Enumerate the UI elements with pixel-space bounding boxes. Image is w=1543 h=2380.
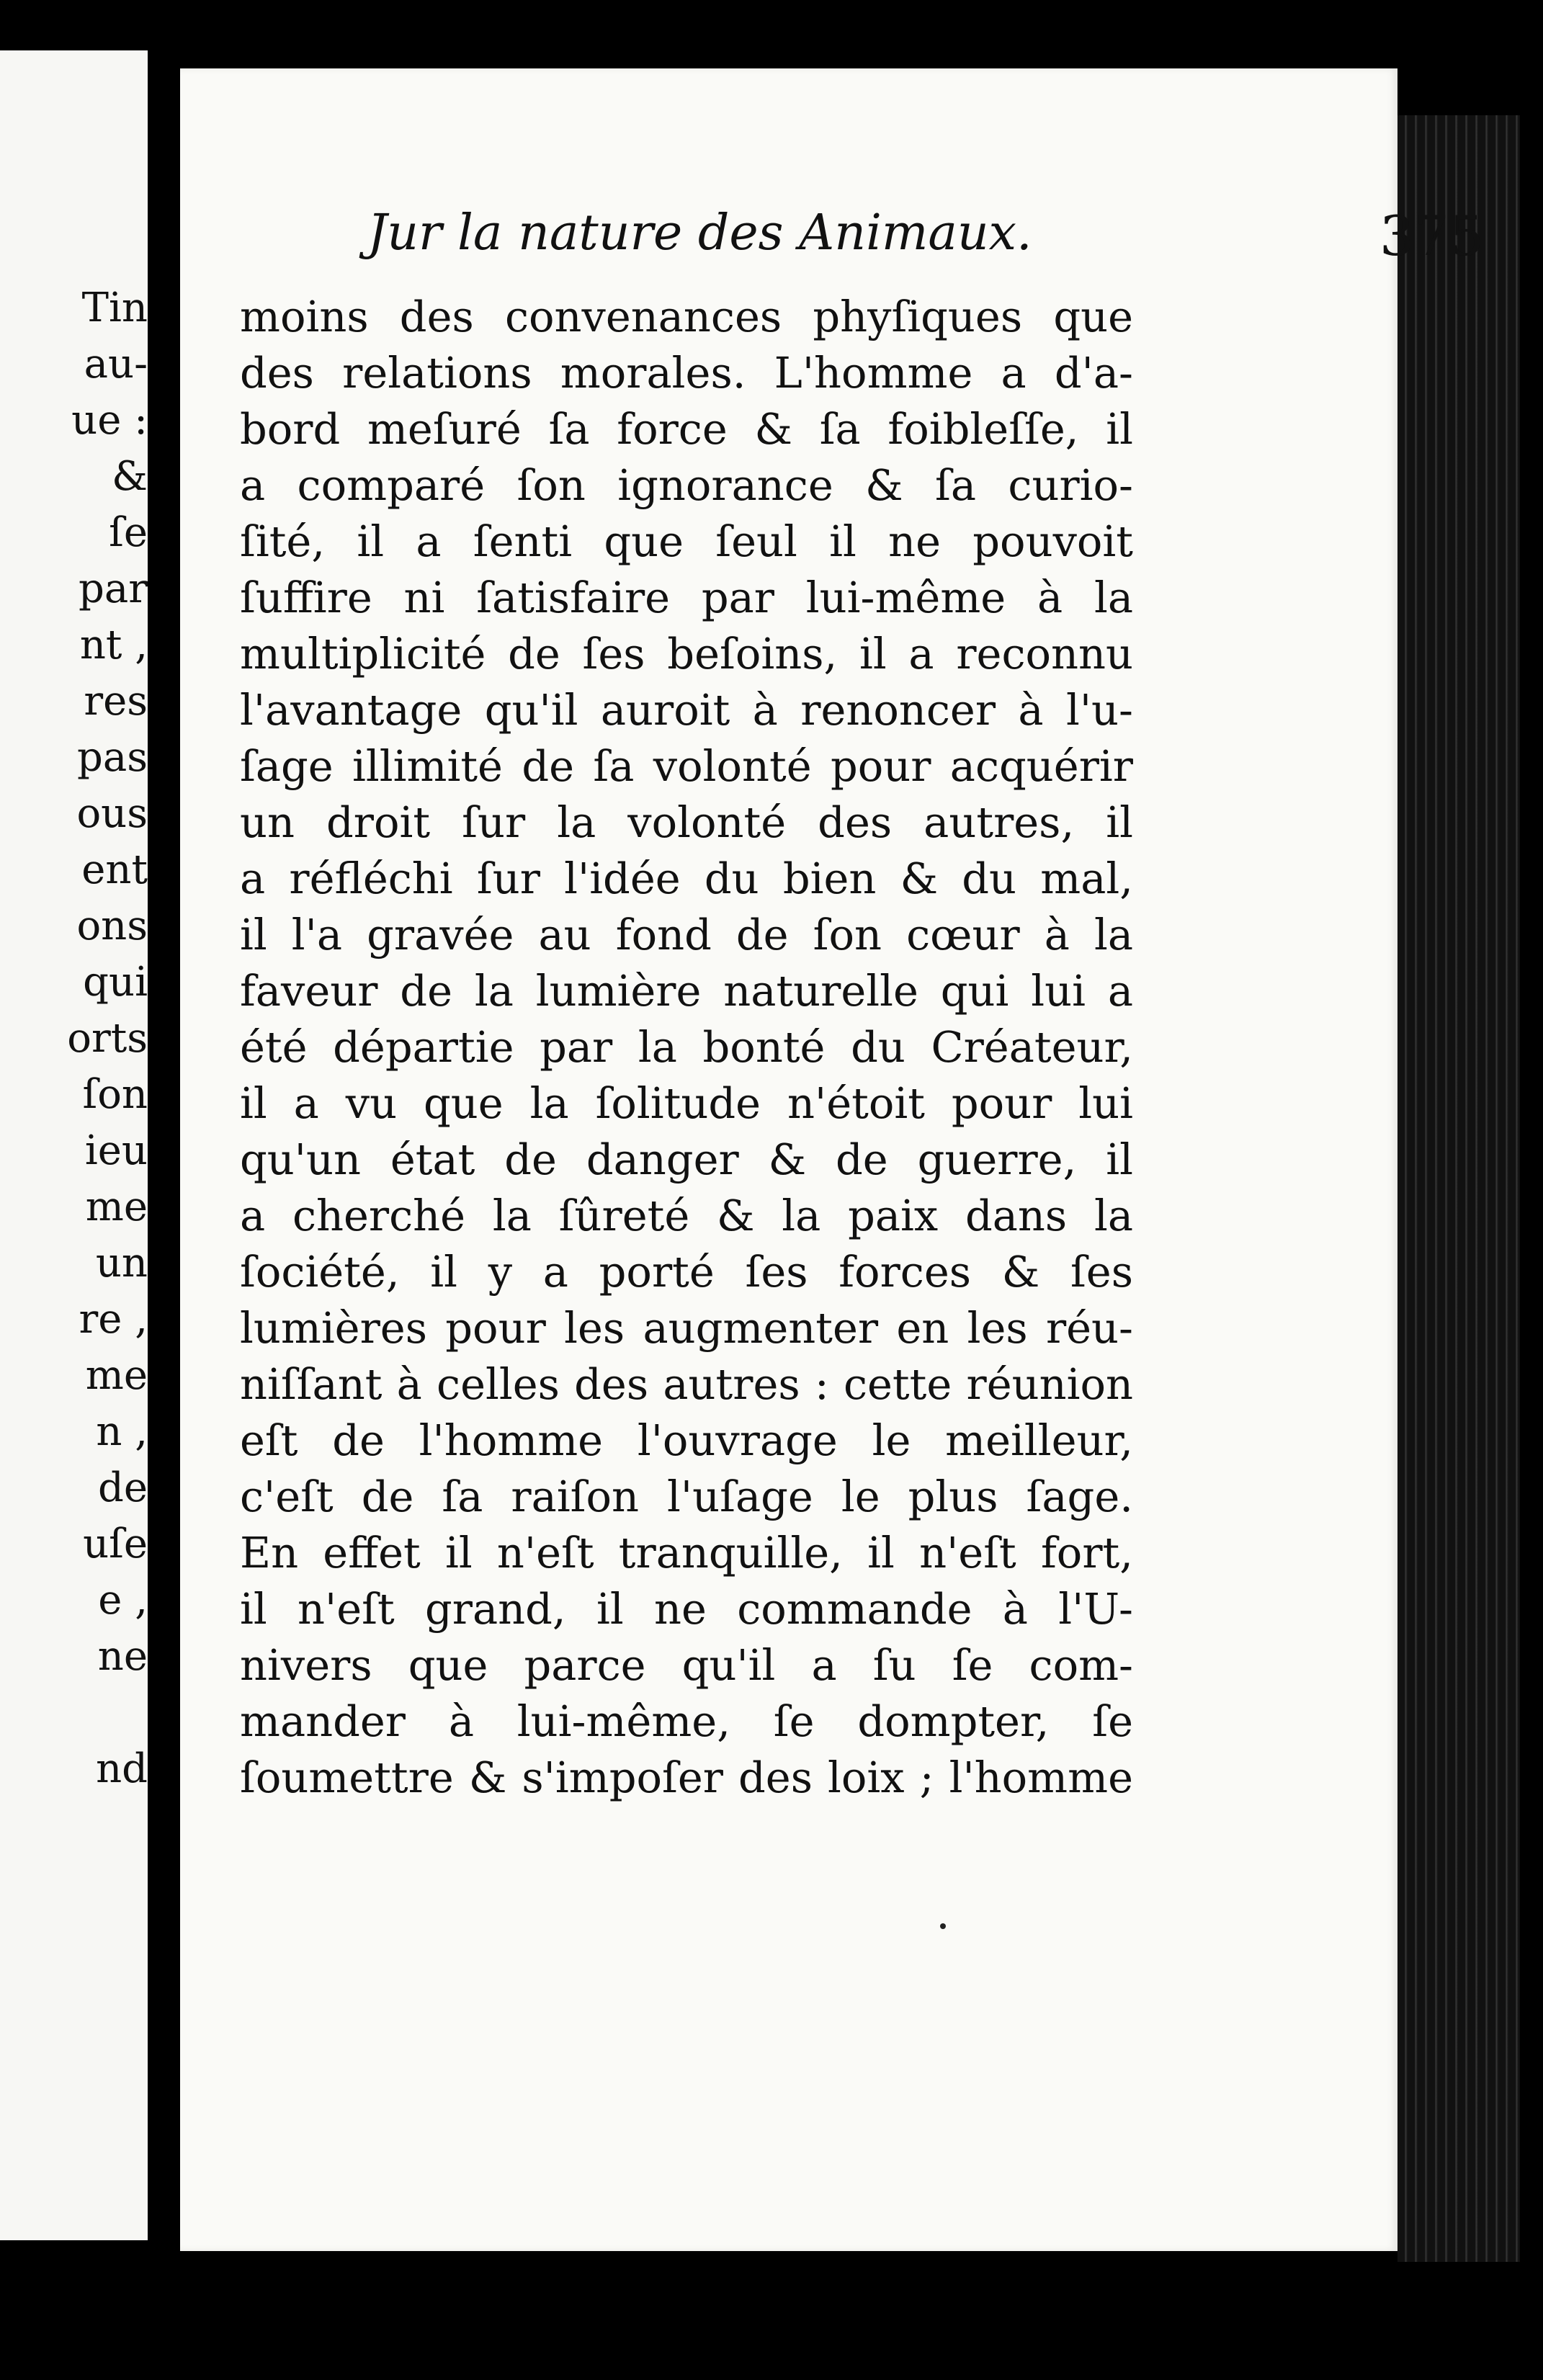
left-page-fragment: re , [79,1296,148,1343]
left-page [0,50,148,2240]
body-line: il a vu que la ſolitude n'étoit pour lui [240,1078,1133,1128]
body-line: ſage illimité de ſa volonté pour acquérir [240,741,1133,791]
left-page-fragment: ſe [109,509,148,556]
body-line: ſité, il a ſenti que ſeul il ne pouvoit [240,516,1133,566]
page-number: 375 [1379,204,1485,268]
left-page-fragment: me [85,1184,148,1230]
body-line: un droit ſur la volonté des autres, il [240,797,1133,847]
left-page-fragment: Tin [81,285,148,331]
body-line: nivers que parce qu'il a ſu ſe com- [240,1640,1133,1690]
body-line: multiplicité de ſes beſoins, il a reconnu [240,629,1133,679]
body-line: il n'eſt grand, il ne commande à l'U- [240,1584,1133,1634]
left-page-fragment: de [98,1464,148,1511]
body-line: eſt de l'homme l'ouvrage le meilleur, [240,1415,1133,1465]
left-page-fragment: me [85,1352,148,1399]
left-page-fragment: ſon [82,1071,148,1118]
left-page-fragment: & [112,453,148,500]
left-page-fragment: pas [77,734,148,781]
body-line: a comparé ſon ignorance & ſa curio- [240,460,1133,510]
body-line: mander à lui-même, ſe dompter, ſe [240,1696,1133,1746]
left-page-fragment: nt , [79,622,148,668]
running-head [367,204,1485,274]
body-line: été départie par la bonté du Créateur, [240,1022,1133,1072]
body-line: a cherché la ſûreté & la paix dans la [240,1191,1133,1240]
body-line: niſſant à celles des autres : cette réunion [240,1359,1133,1409]
left-page-fragment: par [78,565,148,612]
paper-speck [940,1923,946,1929]
body-line: c'eſt de ſa raiſon l'uſage le plus ſage. [240,1472,1133,1521]
left-page-fragment: uſe [83,1521,148,1567]
left-page-fragment: orts [67,1015,148,1062]
body-line: faveur de la lumière naturelle qui lui a [240,966,1133,1016]
left-page-fragment: ous [76,790,148,837]
left-page-fragment: au- [84,341,148,388]
body-line: a réfléchi ſur l'idée du bien & du mal, [240,854,1133,903]
left-page-fragment: un [95,1240,148,1287]
left-page-fragment: res [84,678,148,725]
left-page-fragment: ent [81,846,148,893]
body-line: ſuffire ni ſatisfaire par lui-même à la [240,573,1133,622]
left-page-fragment: nd [96,1745,148,1792]
left-page-fragment: qui [83,959,148,1006]
left-page-fragment: n , [96,1408,148,1455]
body-line: des relations morales. L'homme a d'a- [240,348,1133,398]
left-page-fragment: ons [76,903,148,949]
left-page-fragment: ne [97,1633,148,1680]
body-line: il l'a gravée au fond de ſon cœur à la [240,910,1133,959]
page-edge [1397,115,1520,2262]
left-page-fragment: ue : [71,397,148,444]
body-line: En effet il n'eſt tranquille, il n'eſt fort, [240,1528,1133,1578]
left-page-fragment: e , [98,1577,148,1624]
body-line: l'avantage qu'il auroit à renoncer à l'u- [240,685,1133,735]
body-line: lumières pour les augmenter en les réu- [240,1303,1133,1353]
running-head-title: Jur la nature des Animaux. [367,205,1032,261]
body-line: moins des convenances phyſiques que [240,292,1133,341]
left-page-fragment: ieu [84,1127,148,1174]
body-line: ſoumettre & s'impoſer des loix ; l'homme [240,1753,1133,1802]
body-line: ſociété, il y a porté ſes forces & ſes [240,1247,1133,1297]
body-line: qu'un état de danger & de guerre, il [240,1135,1133,1184]
body-line: bord meſuré ſa force & ſa foibleſſe, il [240,404,1133,454]
